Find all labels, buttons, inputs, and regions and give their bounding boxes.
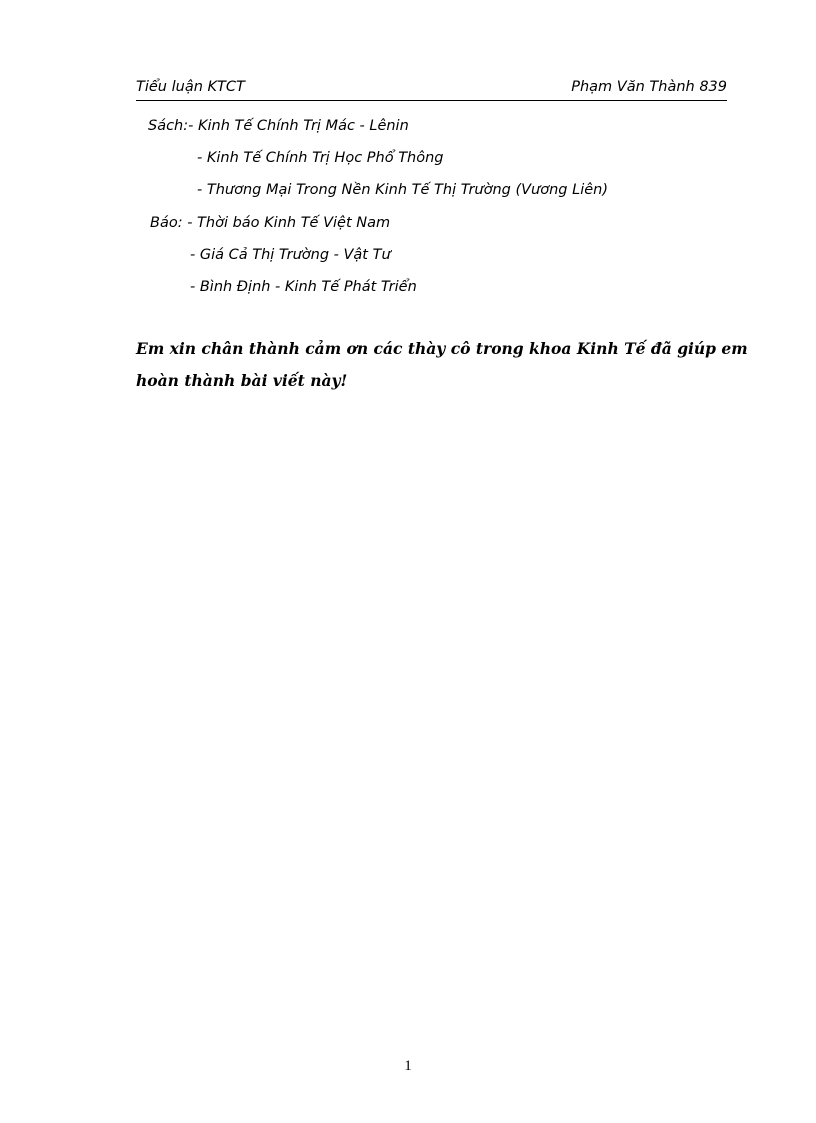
- reference-line: Báo: - Thời báo Kinh Tế Việt Nam: [150, 215, 391, 231]
- reference-line: - Bình Định - Kinh Tế Phát Triển: [190, 279, 417, 295]
- closing-line: Em xin chân thành cảm ơn các thày cô trong khoa Kinh Tế đã giúp em: [136, 339, 748, 358]
- reference-line: Sách:- Kinh Tế Chính Trị Mác - Lênin: [148, 118, 409, 134]
- reference-line: - Thương Mại Trong Nền Kinh Tế Thị Trường (Vương Liên): [197, 182, 608, 198]
- reference-line: - Giá Cả Thị Trường - Vật Tư: [190, 247, 391, 263]
- header-title: Tiểu luận KTCT: [136, 79, 245, 95]
- header-author: Phạm Văn Thành 839: [571, 79, 727, 95]
- closing-statement: [136, 333, 748, 397]
- reference-line: - Kinh Tế Chính Trị Học Phổ Thông: [197, 150, 444, 166]
- page-number: 1: [404, 1058, 412, 1074]
- page-header: [136, 78, 727, 101]
- closing-line: hoàn thành bài viết này!: [136, 371, 348, 390]
